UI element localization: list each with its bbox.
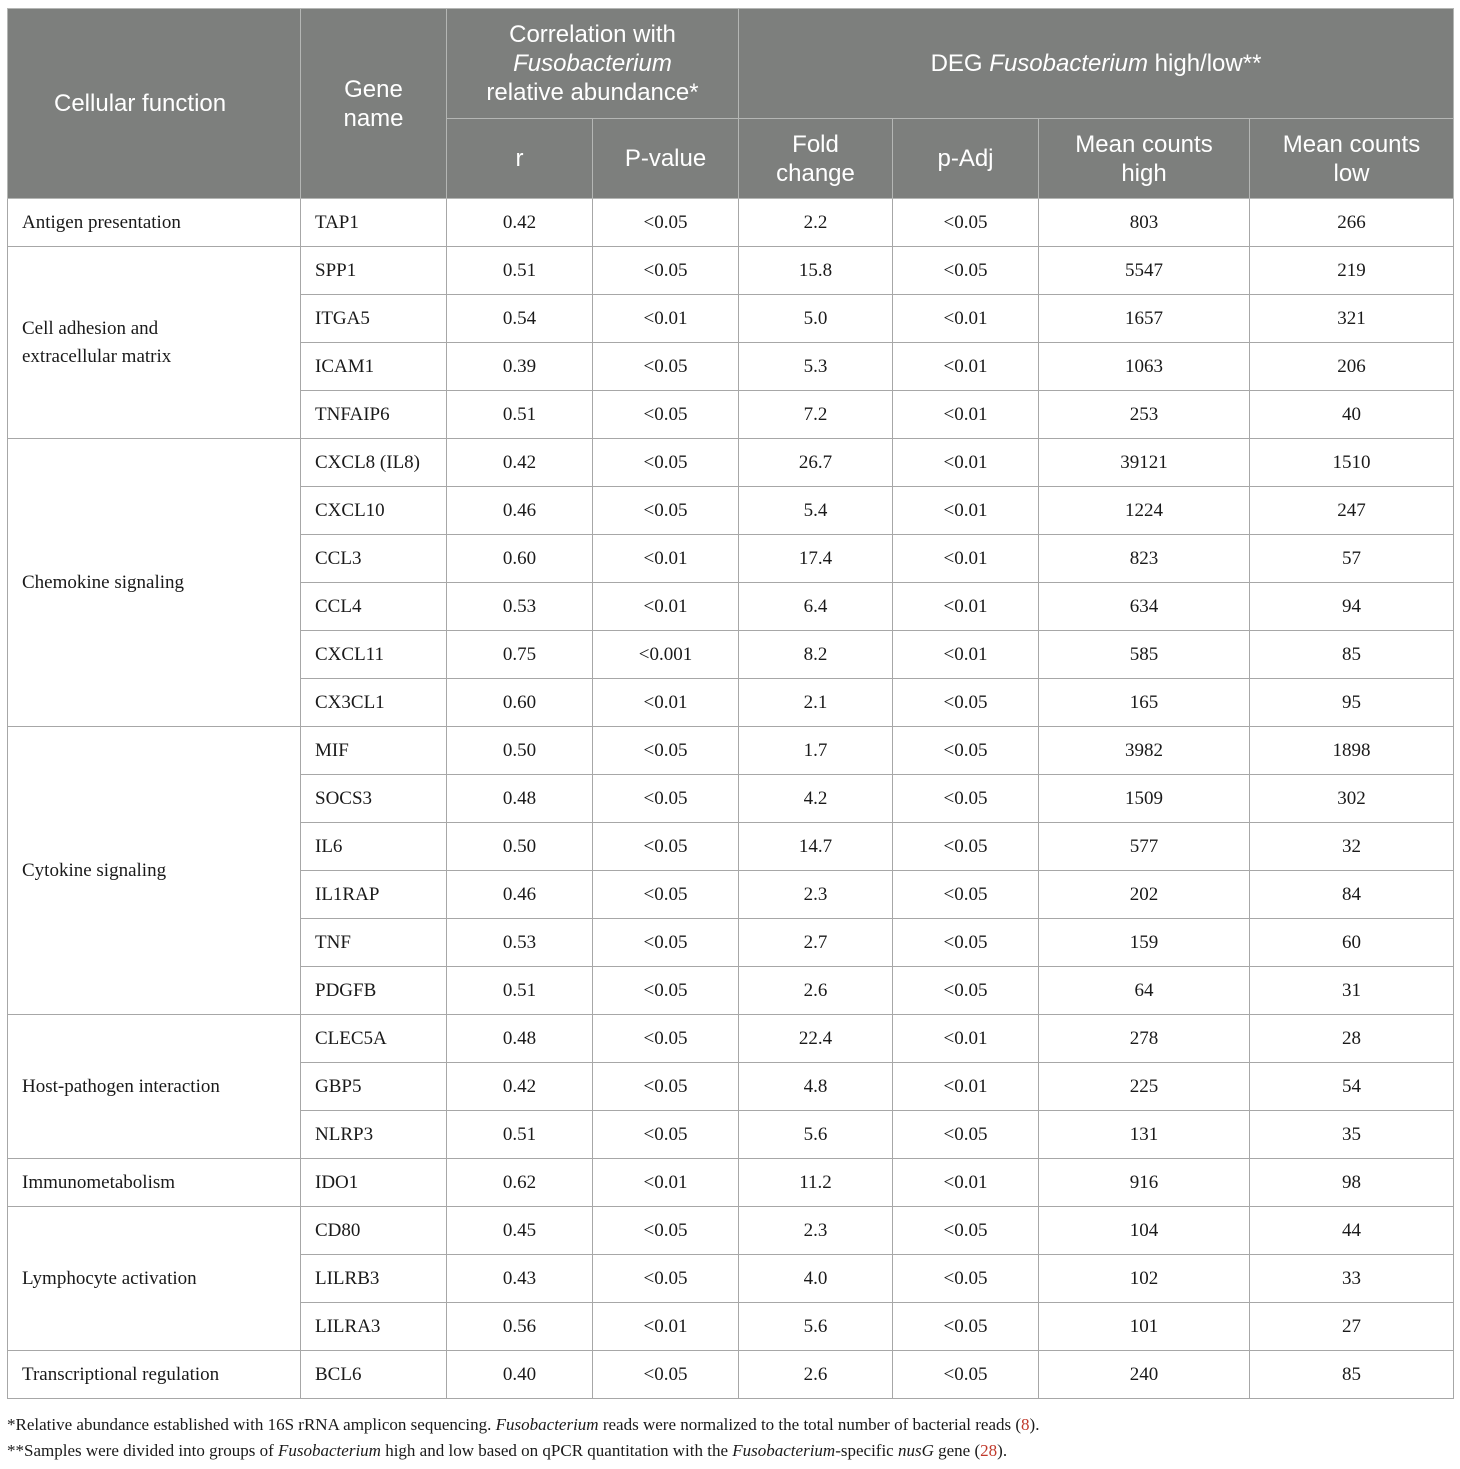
r-value-cell: 0.75	[447, 631, 593, 679]
gene-name-cell: TAP1	[301, 199, 447, 247]
p-adj-cell: <0.01	[893, 1159, 1039, 1207]
table-row	[8, 727, 1454, 775]
r-value-cell: 0.48	[447, 775, 593, 823]
fold-change-cell: 7.2	[739, 391, 893, 439]
gene-name-cell: LILRA3	[301, 1303, 447, 1351]
r-value-cell: 0.62	[447, 1159, 593, 1207]
p-adj-cell: <0.01	[893, 439, 1039, 487]
p-value-cell: <0.05	[593, 247, 739, 295]
p-value-cell: <0.05	[593, 1351, 739, 1399]
table-row	[8, 1015, 1454, 1063]
p-value-cell: <0.05	[593, 823, 739, 871]
fold-change-cell: 14.7	[739, 823, 893, 871]
mean-counts-high-cell: 101	[1039, 1303, 1250, 1351]
p-adj-cell: <0.05	[893, 1111, 1039, 1159]
mean-counts-high-cell: 102	[1039, 1255, 1250, 1303]
mean-counts-low-cell: 54	[1250, 1063, 1454, 1111]
p-value-cell: <0.05	[593, 967, 739, 1015]
reference-link[interactable]: 8	[1021, 1415, 1030, 1434]
fold-change-cell: 2.6	[739, 967, 893, 1015]
table-row	[8, 199, 1454, 247]
gene-name-cell: CXCL10	[301, 487, 447, 535]
table-row	[8, 1351, 1454, 1399]
fold-change-cell: 2.2	[739, 199, 893, 247]
mean-counts-low-cell: 35	[1250, 1111, 1454, 1159]
mean-counts-high-cell: 577	[1039, 823, 1250, 871]
p-adj-cell: <0.01	[893, 583, 1039, 631]
header-correlation: Correlation with Fusobacterium relative abundance*	[447, 9, 739, 119]
gene-name-cell: TNF	[301, 919, 447, 967]
p-adj-cell: <0.05	[893, 1255, 1039, 1303]
p-adj-cell: <0.05	[893, 775, 1039, 823]
gene-name-cell: CXCL11	[301, 631, 447, 679]
cellular-function-cell: Chemokine signaling	[8, 439, 301, 727]
p-value-cell: <0.01	[593, 535, 739, 583]
fold-change-cell: 17.4	[739, 535, 893, 583]
p-adj-cell: <0.05	[893, 1351, 1039, 1399]
p-adj-cell: <0.01	[893, 295, 1039, 343]
fold-change-cell: 5.4	[739, 487, 893, 535]
r-value-cell: 0.46	[447, 487, 593, 535]
r-value-cell: 0.51	[447, 1111, 593, 1159]
fold-change-cell: 5.6	[739, 1303, 893, 1351]
mean-counts-high-cell: 5547	[1039, 247, 1250, 295]
r-value-cell: 0.50	[447, 823, 593, 871]
p-adj-cell: <0.01	[893, 535, 1039, 583]
gene-name-cell: TNFAIP6	[301, 391, 447, 439]
mean-counts-high-cell: 131	[1039, 1111, 1250, 1159]
r-value-cell: 0.60	[447, 535, 593, 583]
mean-counts-high-cell: 823	[1039, 535, 1250, 583]
mean-counts-high-cell: 634	[1039, 583, 1250, 631]
mean-counts-low-cell: 57	[1250, 535, 1454, 583]
mean-counts-high-cell: 225	[1039, 1063, 1250, 1111]
mean-counts-high-cell: 1224	[1039, 487, 1250, 535]
p-value-cell: <0.05	[593, 199, 739, 247]
p-value-cell: <0.05	[593, 343, 739, 391]
mean-counts-low-cell: 40	[1250, 391, 1454, 439]
header-p-value: P-value	[593, 119, 739, 199]
fold-change-cell: 4.8	[739, 1063, 893, 1111]
fold-change-cell: 11.2	[739, 1159, 893, 1207]
gene-name-cell: CCL3	[301, 535, 447, 583]
gene-name-cell: CX3CL1	[301, 679, 447, 727]
p-adj-cell: <0.05	[893, 247, 1039, 295]
p-adj-cell: <0.05	[893, 1303, 1039, 1351]
mean-counts-high-cell: 39121	[1039, 439, 1250, 487]
gene-name-cell: PDGFB	[301, 967, 447, 1015]
p-value-cell: <0.05	[593, 871, 739, 919]
table-body	[8, 199, 1454, 1399]
fold-change-cell: 4.2	[739, 775, 893, 823]
mean-counts-low-cell: 94	[1250, 583, 1454, 631]
mean-counts-high-cell: 165	[1039, 679, 1250, 727]
p-value-cell: <0.05	[593, 391, 739, 439]
p-adj-cell: <0.01	[893, 1063, 1039, 1111]
mean-counts-high-cell: 803	[1039, 199, 1250, 247]
mean-counts-low-cell: 27	[1250, 1303, 1454, 1351]
p-value-cell: <0.01	[593, 295, 739, 343]
mean-counts-low-cell: 85	[1250, 631, 1454, 679]
p-adj-cell: <0.05	[893, 199, 1039, 247]
mean-counts-high-cell: 1657	[1039, 295, 1250, 343]
r-value-cell: 0.51	[447, 247, 593, 295]
p-adj-cell: <0.05	[893, 871, 1039, 919]
p-adj-cell: <0.05	[893, 919, 1039, 967]
fold-change-cell: 26.7	[739, 439, 893, 487]
r-value-cell: 0.53	[447, 919, 593, 967]
mean-counts-low-cell: 206	[1250, 343, 1454, 391]
mean-counts-low-cell: 95	[1250, 679, 1454, 727]
p-value-cell: <0.05	[593, 1255, 739, 1303]
cellular-function-cell: Host-pathogen interaction	[8, 1015, 301, 1159]
r-value-cell: 0.42	[447, 439, 593, 487]
p-adj-cell: <0.01	[893, 1015, 1039, 1063]
mean-counts-low-cell: 1510	[1250, 439, 1454, 487]
fold-change-cell: 8.2	[739, 631, 893, 679]
header-mean-counts-high: Mean counts high	[1039, 119, 1250, 199]
r-value-cell: 0.39	[447, 343, 593, 391]
gene-name-cell: CCL4	[301, 583, 447, 631]
r-value-cell: 0.48	[447, 1015, 593, 1063]
mean-counts-low-cell: 33	[1250, 1255, 1454, 1303]
fold-change-cell: 6.4	[739, 583, 893, 631]
gene-name-cell: NLRP3	[301, 1111, 447, 1159]
r-value-cell: 0.51	[447, 391, 593, 439]
r-value-cell: 0.46	[447, 871, 593, 919]
fold-change-cell: 2.6	[739, 1351, 893, 1399]
p-adj-cell: <0.01	[893, 487, 1039, 535]
mean-counts-high-cell: 240	[1039, 1351, 1250, 1399]
p-adj-cell: <0.05	[893, 1207, 1039, 1255]
gene-name-cell: CXCL8 (IL8)	[301, 439, 447, 487]
fold-change-cell: 22.4	[739, 1015, 893, 1063]
fold-change-cell: 5.0	[739, 295, 893, 343]
header-fold-change: Fold change	[739, 119, 893, 199]
r-value-cell: 0.50	[447, 727, 593, 775]
mean-counts-low-cell: 1898	[1250, 727, 1454, 775]
p-value-cell: <0.01	[593, 1159, 739, 1207]
header-p-adj: p-Adj	[893, 119, 1039, 199]
mean-counts-high-cell: 1063	[1039, 343, 1250, 391]
header-gene-name: Gene name	[301, 9, 447, 199]
gene-name-cell: ITGA5	[301, 295, 447, 343]
mean-counts-low-cell: 44	[1250, 1207, 1454, 1255]
reference-link[interactable]: 28	[980, 1441, 998, 1460]
p-value-cell: <0.05	[593, 1111, 739, 1159]
gene-name-cell: IL1RAP	[301, 871, 447, 919]
gene-name-cell: SPP1	[301, 247, 447, 295]
mean-counts-high-cell: 159	[1039, 919, 1250, 967]
cellular-function-cell: Transcriptional regulation	[8, 1351, 301, 1399]
gene-name-cell: MIF	[301, 727, 447, 775]
r-value-cell: 0.43	[447, 1255, 593, 1303]
gene-name-cell: BCL6	[301, 1351, 447, 1399]
mean-counts-high-cell: 3982	[1039, 727, 1250, 775]
mean-counts-low-cell: 60	[1250, 919, 1454, 967]
mean-counts-high-cell: 202	[1039, 871, 1250, 919]
fold-change-cell: 5.3	[739, 343, 893, 391]
table-header	[8, 9, 1454, 199]
mean-counts-low-cell: 28	[1250, 1015, 1454, 1063]
footnote-1: *Relative abundance established with 16S rRNA amplicon sequencing. Fusobacterium reads were normalized to the total number of bacterial reads (8).	[7, 1415, 1040, 1434]
mean-counts-high-cell: 253	[1039, 391, 1250, 439]
p-adj-cell: <0.05	[893, 823, 1039, 871]
fold-change-cell: 2.3	[739, 871, 893, 919]
fold-change-cell: 2.7	[739, 919, 893, 967]
r-value-cell: 0.54	[447, 295, 593, 343]
p-value-cell: <0.01	[593, 1303, 739, 1351]
p-value-cell: <0.01	[593, 679, 739, 727]
mean-counts-high-cell: 585	[1039, 631, 1250, 679]
r-value-cell: 0.40	[447, 1351, 593, 1399]
cellular-function-cell: Immunometabolism	[8, 1159, 301, 1207]
gene-name-cell: SOCS3	[301, 775, 447, 823]
r-value-cell: 0.45	[447, 1207, 593, 1255]
fold-change-cell: 15.8	[739, 247, 893, 295]
mean-counts-low-cell: 31	[1250, 967, 1454, 1015]
footnote-2: **Samples were divided into groups of Fusobacterium high and low based on qPCR quantitation with the Fusobacterium-specific nusG gene (28).	[7, 1441, 1008, 1460]
fold-change-cell: 2.3	[739, 1207, 893, 1255]
cellular-function-cell: Lymphocyte activation	[8, 1207, 301, 1351]
table-row	[8, 1207, 1454, 1255]
header-r: r	[447, 119, 593, 199]
gene-name-cell: IDO1	[301, 1159, 447, 1207]
mean-counts-high-cell: 916	[1039, 1159, 1250, 1207]
header-cellular-function: Cellular function	[8, 9, 301, 199]
table-row	[8, 439, 1454, 487]
gene-name-cell: IL6	[301, 823, 447, 871]
mean-counts-low-cell: 266	[1250, 199, 1454, 247]
p-value-cell: <0.05	[593, 727, 739, 775]
table-row	[8, 1159, 1454, 1207]
cellular-function-cell: Cell adhesion and extracellular matrix	[8, 247, 301, 439]
fold-change-cell: 5.6	[739, 1111, 893, 1159]
mean-counts-high-cell: 1509	[1039, 775, 1250, 823]
p-adj-cell: <0.01	[893, 391, 1039, 439]
p-value-cell: <0.001	[593, 631, 739, 679]
gene-name-cell: CD80	[301, 1207, 447, 1255]
gene-name-cell: LILRB3	[301, 1255, 447, 1303]
cellular-function-cell: Cytokine signaling	[8, 727, 301, 1015]
r-value-cell: 0.42	[447, 1063, 593, 1111]
p-adj-cell: <0.01	[893, 343, 1039, 391]
p-value-cell: <0.05	[593, 439, 739, 487]
fold-change-cell: 1.7	[739, 727, 893, 775]
p-value-cell: <0.05	[593, 1207, 739, 1255]
table-row	[8, 247, 1454, 295]
mean-counts-low-cell: 321	[1250, 295, 1454, 343]
p-value-cell: <0.05	[593, 775, 739, 823]
r-value-cell: 0.51	[447, 967, 593, 1015]
mean-counts-low-cell: 84	[1250, 871, 1454, 919]
p-value-cell: <0.05	[593, 487, 739, 535]
mean-counts-high-cell: 104	[1039, 1207, 1250, 1255]
results-table	[7, 8, 1454, 1399]
mean-counts-low-cell: 85	[1250, 1351, 1454, 1399]
mean-counts-low-cell: 247	[1250, 487, 1454, 535]
p-adj-cell: <0.05	[893, 679, 1039, 727]
p-value-cell: <0.05	[593, 919, 739, 967]
fold-change-cell: 4.0	[739, 1255, 893, 1303]
gene-name-cell: CLEC5A	[301, 1015, 447, 1063]
mean-counts-low-cell: 302	[1250, 775, 1454, 823]
r-value-cell: 0.60	[447, 679, 593, 727]
p-adj-cell: <0.05	[893, 727, 1039, 775]
p-adj-cell: <0.01	[893, 631, 1039, 679]
gene-name-cell: ICAM1	[301, 343, 447, 391]
r-value-cell: 0.56	[447, 1303, 593, 1351]
r-value-cell: 0.53	[447, 583, 593, 631]
p-value-cell: <0.05	[593, 1063, 739, 1111]
mean-counts-high-cell: 64	[1039, 967, 1250, 1015]
p-adj-cell: <0.05	[893, 967, 1039, 1015]
fold-change-cell: 2.1	[739, 679, 893, 727]
r-value-cell: 0.42	[447, 199, 593, 247]
mean-counts-low-cell: 98	[1250, 1159, 1454, 1207]
header-mean-counts-low: Mean counts low	[1250, 119, 1454, 199]
mean-counts-low-cell: 32	[1250, 823, 1454, 871]
mean-counts-high-cell: 278	[1039, 1015, 1250, 1063]
cellular-function-cell: Antigen presentation	[8, 199, 301, 247]
p-value-cell: <0.01	[593, 583, 739, 631]
gene-name-cell: GBP5	[301, 1063, 447, 1111]
header-deg: DEG Fusobacterium high/low**	[739, 9, 1454, 119]
p-value-cell: <0.05	[593, 1015, 739, 1063]
mean-counts-low-cell: 219	[1250, 247, 1454, 295]
